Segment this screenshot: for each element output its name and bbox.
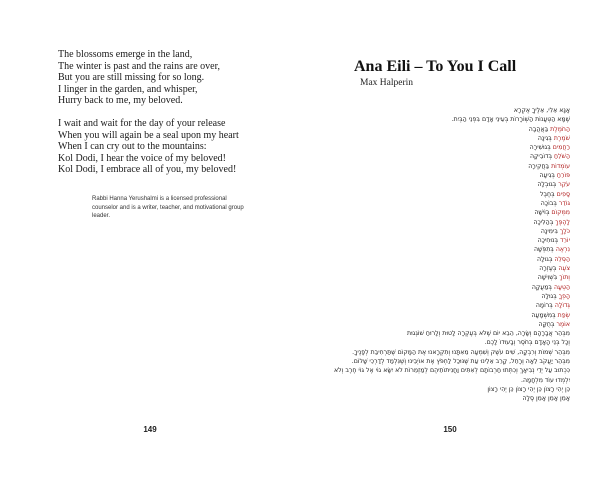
- hebrew-verse-line: גְּדוֹלָה בְּרוֹמָה: [535, 302, 570, 310]
- hebrew-verse-line: כֹּלָךְ בִּימִינָה: [540, 227, 570, 235]
- poem-line: The blossoms emerge in the land,: [58, 49, 193, 60]
- english-poem: [58, 49, 294, 187]
- verse-keyword: שֹׁמֶרֶת: [553, 134, 570, 142]
- hebrew-verse-line: אוֹמֶר בְּחֻקָּה: [538, 320, 570, 328]
- verse-keyword: נִרְאֶה: [555, 246, 570, 254]
- hebrew-paragraph: כֵּן יְהִי רָצוֹן כֵּן יְהִי רָצוֹן כֵּן יְהִי רָצוֹן: [487, 385, 570, 393]
- hebrew-paragraph: מִבְּהֵר שְׁמוֹת וְרִבְקָה, שִׁים עֹשֶׁק וְשִׁמְעָה מֵאִתָּנוּ וְתִקְרָאנוּ אֶת הַמָּקוֹם שֶׁתַּרְחִיבַת לְפָנֶיךָ.: [352, 348, 570, 356]
- verse-keyword: וְתוֹךְ: [559, 274, 570, 282]
- verse-keyword: הַשֹּׁלֵחַ: [554, 153, 570, 161]
- verse-keyword: לָהֶפֶּךְ: [555, 218, 570, 226]
- poem-line: Hurry back to me, my beloved.: [58, 95, 183, 107]
- poem-line: When you will again be a seal upon my heart: [58, 129, 239, 141]
- hebrew-paragraph: וְכָל בְּנֵי הָאָדָם בְּחֹסֶר וְבָעוּדוֹ לָכֶם.: [484, 339, 570, 347]
- hebrew-paragraph: מִבְּהֵר יַעֲקֹב לֵאָה וְרָחֵל, קָרֵב אֵלֵינוּ עַת שֶׁנּוּכַל לַחְפֹּץ אֶת אוֹיְבֵינוּ וְשֶׁנִּלְמַד לְדַרְכֵי שָׁלוֹם.: [351, 358, 570, 366]
- hebrew-verse-line: פּוֹרֵחַ בְּגִיעָה: [539, 172, 570, 180]
- verse-keyword: הַסְּלֵה: [554, 255, 570, 263]
- verse-keyword: הַחֹמֶלֶת: [550, 125, 570, 133]
- poem-author: Max Halperin: [360, 78, 414, 88]
- verse-keyword: עוֹמְדוֹת: [551, 162, 570, 170]
- hebrew-verse-line: יוֹרֵד בְּנוּחִיכָה: [537, 237, 570, 245]
- page-number-left: 149: [143, 425, 157, 434]
- verse-keyword: גְּדוֹלָה: [554, 302, 570, 310]
- hebrew-paragraph: אָמֵן אָמֵן אָמֵן סֶלָה: [522, 395, 570, 403]
- page-number-right: 150: [443, 425, 457, 434]
- poem-stanza-1: [58, 49, 294, 107]
- poem-line: But you are still missing for so long.: [58, 72, 205, 84]
- poem-line: Kol Dodi, I hear the voice of my beloved!: [58, 152, 227, 164]
- poem-line: The winter is past and the rains are over,: [58, 60, 221, 72]
- hebrew-verse-line: וְתוֹךְ בִּשְׁוִישָׁה: [537, 274, 570, 282]
- verse-keyword: פּוֹרֵחַ: [556, 172, 570, 180]
- hebrew-paragraph-list: [320, 329, 570, 403]
- hebrew-verse-line: הַחֹמֶלֶת בַּאֲהֲבָה: [528, 125, 570, 133]
- poem-title: Ana Eili – To You I Call: [354, 58, 517, 75]
- hebrew-intro-line: אָנָּא אֵלִי, אֵלֶיךָ אֶקְרָא: [513, 107, 570, 114]
- hebrew-verse-line: הַטְּעָה בְּמַעֲקָה: [531, 283, 570, 291]
- poem-line: Kol Dodi, I embrace all of you, my beloved!: [58, 164, 237, 176]
- hebrew-verse-line: צֹעֶה בְּעֶזְרָה: [539, 265, 570, 273]
- hebrew-intro-line: שֶׁמָּא הַטְּעָנוֹת הַשְּׁוֹרָרוֹת בְּעֵינֵי אָדָם בִּפְנֵי הַבְּיִת.: [451, 116, 570, 124]
- hebrew-prayer-text: [320, 106, 570, 404]
- hebrew-verse-line: שֹׁמֶרֶת בְּגִינָה: [537, 134, 570, 142]
- verse-keyword: הַטְּעָה: [553, 283, 570, 291]
- verse-keyword: הָפְךָ: [558, 292, 570, 300]
- verse-keyword: רַחֲמִים: [552, 144, 570, 152]
- verse-keyword: אוֹמֶר: [556, 320, 570, 328]
- hebrew-verse-line: מִמְּקוֹם בְּוֹישָׁה: [534, 209, 570, 217]
- verse-keyword: גּוֹדֵר: [558, 199, 570, 207]
- verse-keyword: כֹּלָךְ: [559, 227, 570, 235]
- hebrew-verse-line: שְׂפַת בְּמִשְׁמָעָה: [531, 311, 570, 319]
- verse-keyword: יוֹרֵד: [560, 237, 570, 245]
- right-page: [300, 0, 600, 480]
- hebrew-verse-line: רַחֲמִים בְּגוּשִׁירָה: [529, 144, 570, 152]
- verse-keyword: סָפִים: [556, 190, 570, 198]
- verse-keyword: מִמְּקוֹם: [551, 209, 570, 217]
- hebrew-verse-line: הָפְךָ בְּגוּלָה: [541, 292, 570, 300]
- poem-line: When I can cry out to the mountains:: [58, 141, 207, 153]
- verse-keyword: שְׂפַת: [557, 311, 570, 319]
- hebrew-verse-line: סָפִים בְּחֶבֶל: [539, 190, 570, 198]
- verse-keyword: עֹקֵר: [558, 181, 570, 189]
- poem-line: I linger in the garden, and whisper,: [58, 83, 198, 95]
- author-bio: Rabbi Hanna Yerushalmi is a licensed professional counselor and is a writer, teacher, and motivational group leader.: [92, 196, 244, 220]
- hebrew-verse-line: נִרְאֶה בְּתִפְּשָׁה: [533, 246, 570, 254]
- poem-line: I wait and wait for the day of your release: [58, 117, 226, 129]
- hebrew-verse-line: הַסְּלֵה בְּגוּלָה: [537, 255, 570, 263]
- poem-stanza-2: [58, 118, 294, 176]
- hebrew-paragraph: כִּכְתוּב עַל יְדֵי נְבִיאָךְ וְכִתְּתוּ חַרְבוֹתָם לְאִתִּים וַחֲנִיתוֹתֵיהֶם לְמַזְמֵרוֹת לֹא יִשָּׂא גוֹי אֶל גּוֹי חֶרֶב וְלֹא יִלְמְדוּ עוֹד מִלְחָמָה.: [334, 367, 570, 384]
- hebrew-verse-line: עֹקֵר בְּגוּבְלָה: [537, 181, 570, 189]
- hebrew-verse-line: גּוֹדֵר בְּבוֹכָה: [540, 199, 570, 207]
- hebrew-paragraph: מִבְּהֵר אֲבָרָהָם וְשָׂרָה, הֵבֵא יוֹם שֶׁלֹּא בְּעֶקְרָה לָטוּת וְלָרוּחַ שׁוֹגְגוּת: [407, 330, 570, 338]
- verse-keyword: צֹעֶה: [558, 265, 570, 273]
- hebrew-verse-line: עוֹמְדוֹת בַּחֲקִירָה: [528, 162, 570, 170]
- hebrew-verse-line: לָהֶפֶּךְ בְּהַלִּיכָה: [533, 218, 570, 226]
- hebrew-verse-list: [320, 125, 570, 330]
- hebrew-verse-line: הַשֹּׁלֵחַ בְּדוֹבֵיקָה: [529, 153, 570, 161]
